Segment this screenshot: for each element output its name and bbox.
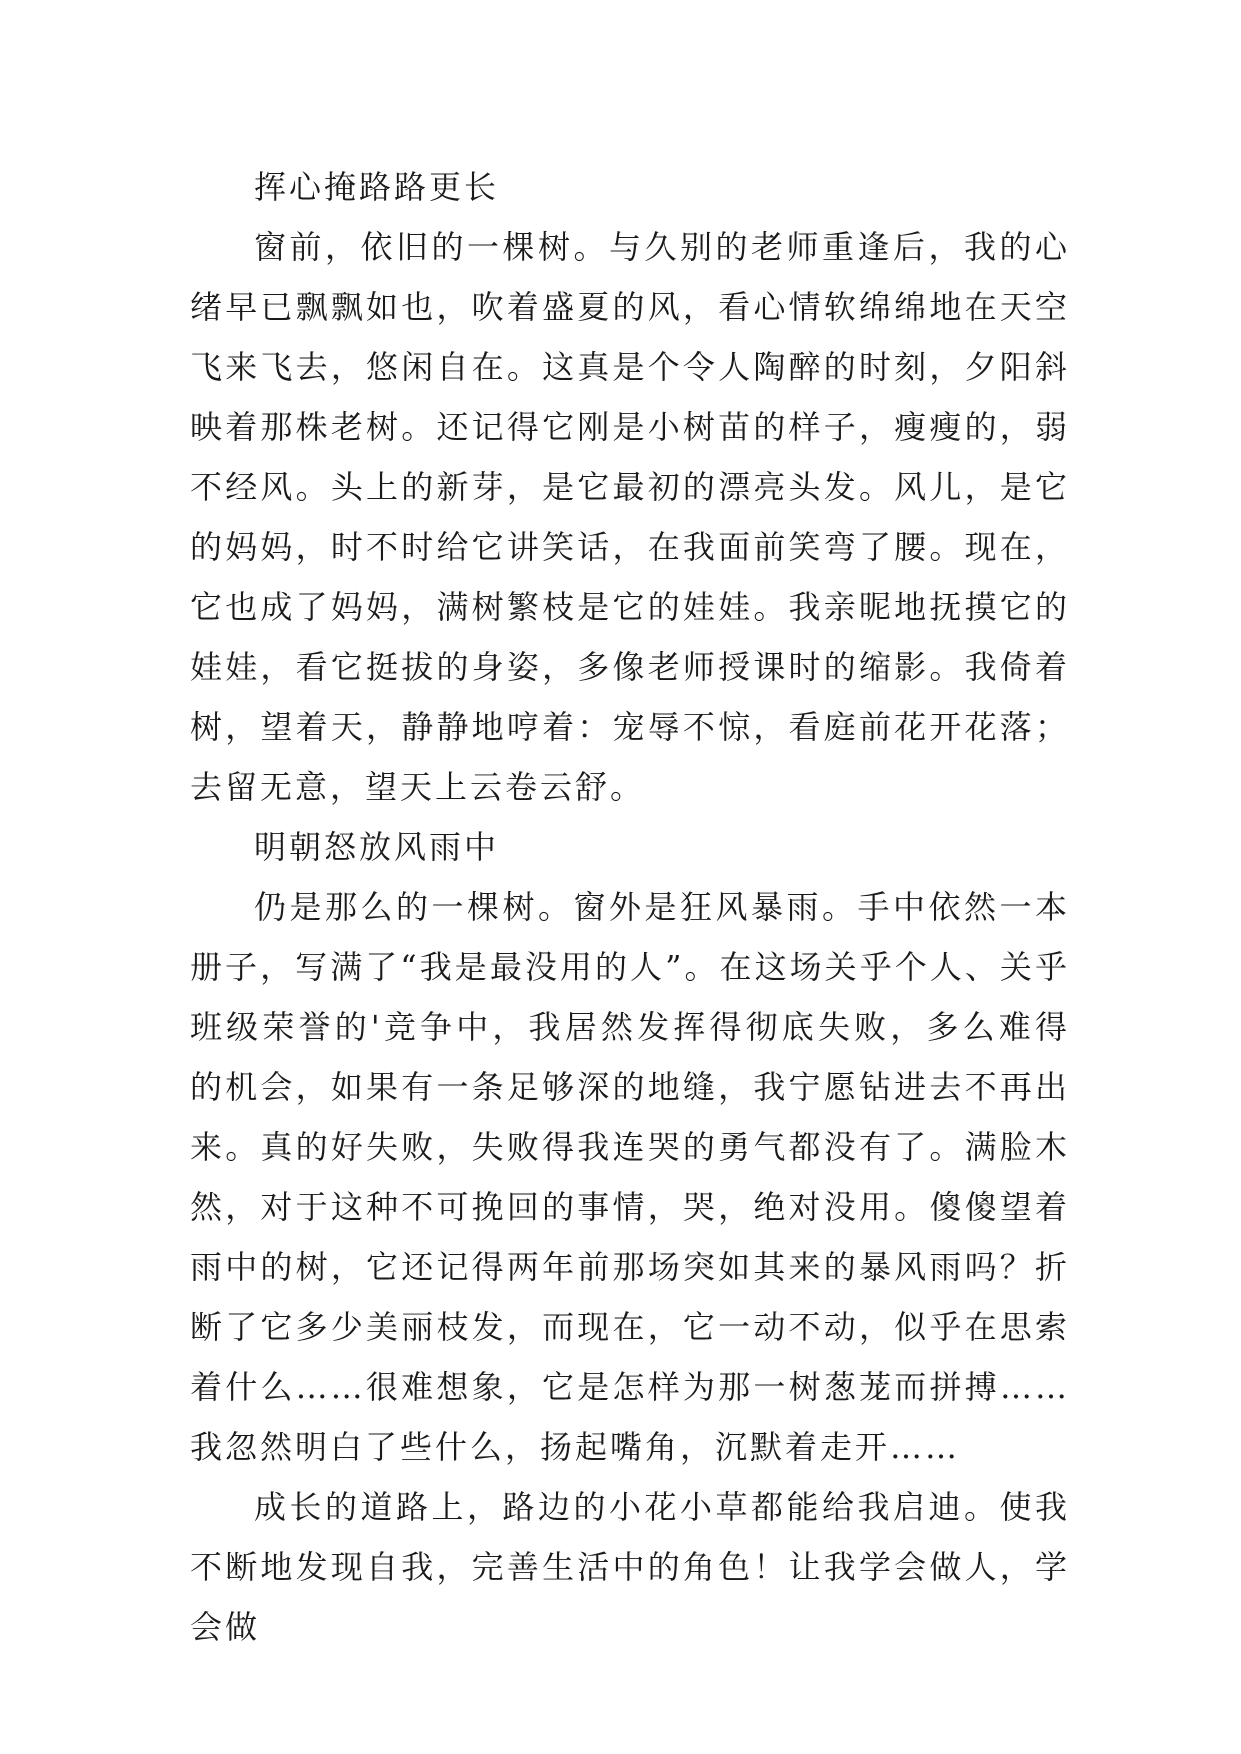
section-heading: 明朝怒放风雨中	[254, 828, 500, 866]
document-body	[190, 157, 1070, 1657]
section-heading: 挥心掩路路更长	[254, 168, 500, 206]
body-paragraph: 仍是那么的一棵树。窗外是狂风暴雨。手中依然一本册子，写满了“我是最没用的人”。在这场关乎个人、关乎班级荣誉的'竞争中，我居然发挥得彻底失败，多么难得的机会，如果有一条足够深的地缝，我宁愿钻进去不再出来。真的好失败，失败得我连哭的勇气都没有了。满脸木然，对于这种不可挽回的事情，哭，绝对没用。傻傻望着雨中的树，它还记得两年前那场突如其来的暴风雨吗？折断了它多少美丽枝发，而现在，它一动不动，似乎在思索着什么……很难想象，它是怎样为那一树葱茏而拼搏……我忽然明白了些什么，扬起嘴角，沉默着走开……	[190, 888, 1070, 1466]
body-paragraph: 成长的道路上，路边的小花小草都能给我启迪。使我不断地发现自我，完善生活中的角色！让我学会做人，学会做	[190, 1488, 1070, 1646]
body-paragraph: 窗前，依旧的一棵树。与久别的老师重逢后，我的心绪早已飘飘如也，吹着盛夏的风，看心情软绵绵地在天空飞来飞去，悠闲自在。这真是个令人陶醉的时刻，夕阳斜映着那株老树。还记得它刚是小树苗的样子，瘦瘦的，弱不经风。头上的新芽，是它最初的漂亮头发。风儿，是它的妈妈，时不时给它讲笑话，在我面前笑弯了腰。现在，它也成了妈妈，满树繁枝是它的娃娃。我亲昵地抚摸它的娃娃，看它挺拔的身姿，多像老师授课时的缩影。我倚着树，望着天，静静地哼着：宠辱不惊，看庭前花开花落；去留无意，望天上云卷云舒。	[190, 228, 1070, 806]
